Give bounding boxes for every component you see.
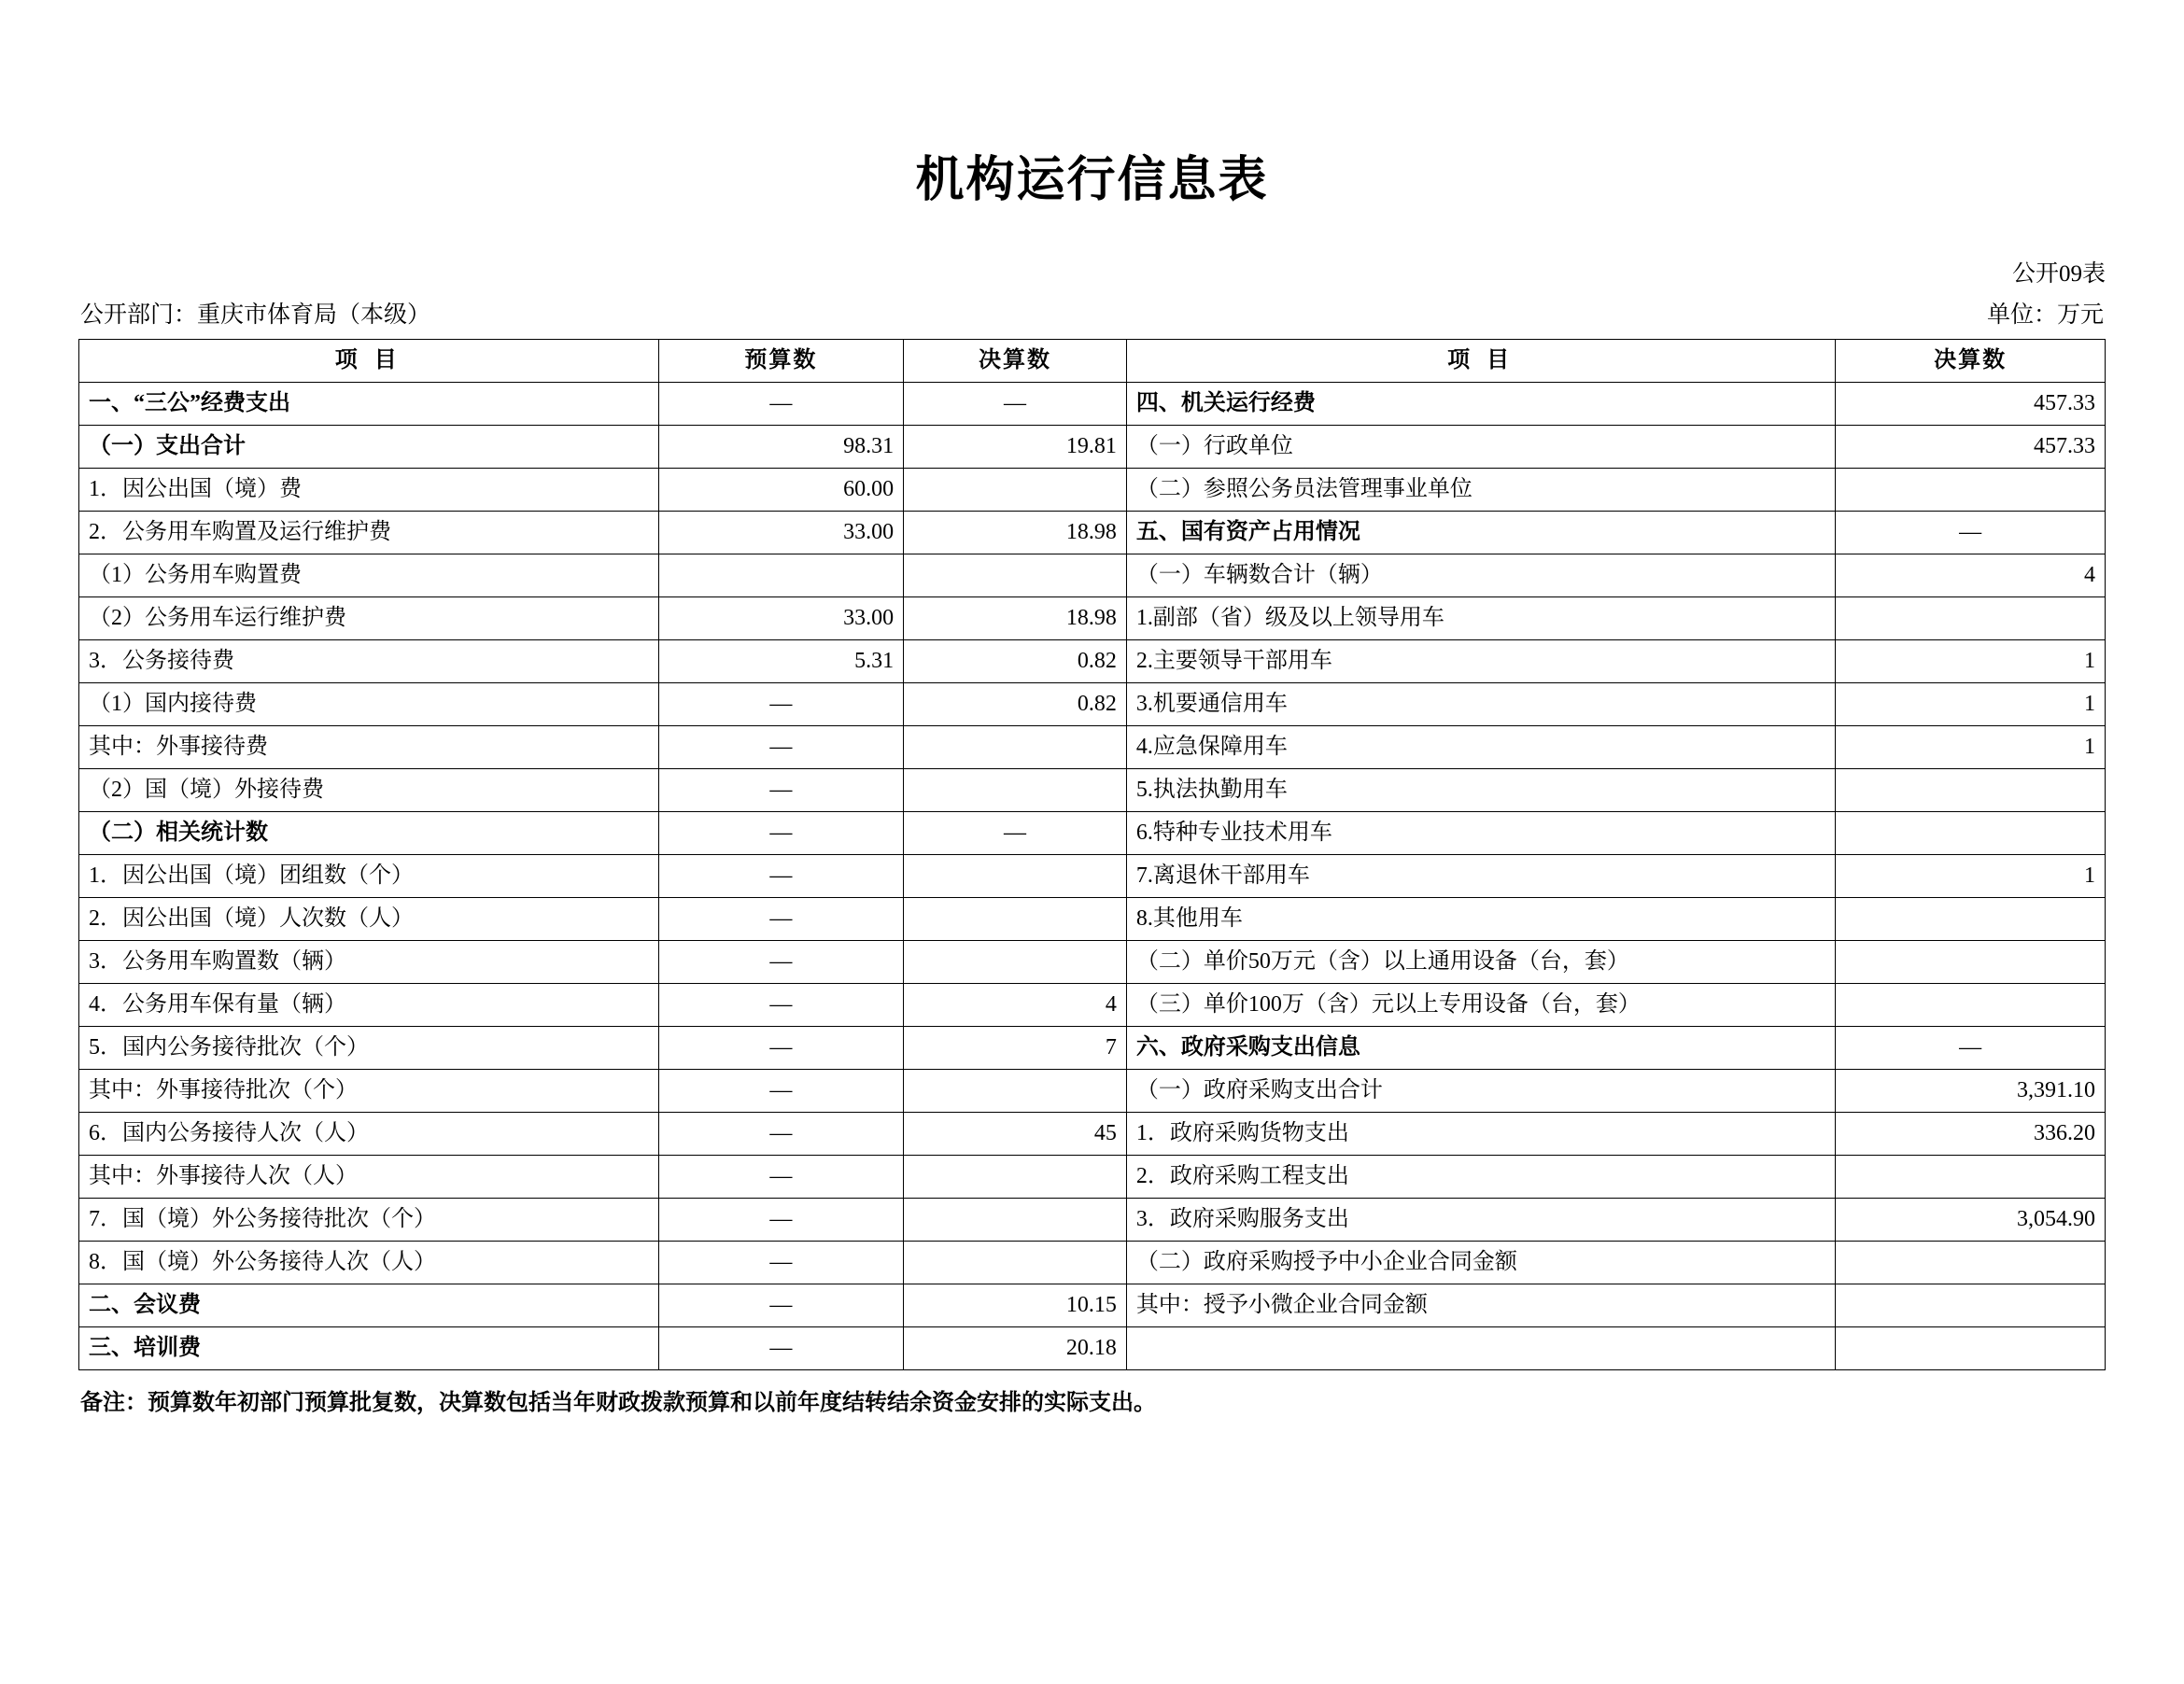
left-budget-value: 60.00 — [658, 469, 904, 512]
left-budget-value: — — [658, 769, 904, 812]
right-final-value — [1836, 812, 2106, 855]
right-item-label: 3．政府采购服务支出 — [1126, 1199, 1836, 1242]
left-final-value: — — [904, 812, 1127, 855]
table-row — [79, 1027, 2106, 1070]
left-budget-value: 98.31 — [658, 426, 904, 469]
left-final-value — [904, 1199, 1127, 1242]
left-budget-value: — — [658, 898, 904, 941]
right-final-value — [1836, 769, 2106, 812]
right-item-label: （一）车辆数合计（辆） — [1126, 554, 1836, 597]
right-item-label: （三）单价100万（含）元以上专用设备（台，套） — [1126, 984, 1836, 1027]
right-item-label: （一）行政单位 — [1126, 426, 1836, 469]
left-item-label: 4．公务用车保有量（辆） — [79, 984, 659, 1027]
left-final-value: 0.82 — [904, 640, 1127, 683]
document-page — [0, 140, 2184, 1684]
right-item-label: 1．政府采购货物支出 — [1126, 1113, 1836, 1156]
left-budget-value: — — [658, 1156, 904, 1199]
left-final-value — [904, 769, 1127, 812]
left-item-label: 其中：外事接待人次（人） — [79, 1156, 659, 1199]
right-final-value: 457.33 — [1836, 383, 2106, 426]
left-final-value — [904, 554, 1127, 597]
left-item-label: （二）相关统计数 — [79, 812, 659, 855]
left-budget-value: — — [658, 1327, 904, 1370]
left-final-value: 19.81 — [904, 426, 1127, 469]
left-item-label: 7．国（境）外公务接待批次（个） — [79, 1199, 659, 1242]
left-item-label: 2．因公出国（境）人次数（人） — [79, 898, 659, 941]
header-final: 决算数 — [904, 340, 1127, 383]
right-final-value — [1836, 984, 2106, 1027]
left-final-value: 4 — [904, 984, 1127, 1027]
right-final-value: 457.33 — [1836, 426, 2106, 469]
left-budget-value: — — [658, 1284, 904, 1327]
left-final-value — [904, 898, 1127, 941]
left-item-label: 三、培训费 — [79, 1327, 659, 1370]
left-final-value — [904, 941, 1127, 984]
table-row — [79, 941, 2106, 984]
right-final-value: 1 — [1836, 726, 2106, 769]
table-row — [79, 726, 2106, 769]
right-final-value — [1836, 1242, 2106, 1284]
left-budget-value — [658, 554, 904, 597]
left-final-value — [904, 1156, 1127, 1199]
left-budget-value: — — [658, 1199, 904, 1242]
left-final-value: 18.98 — [904, 512, 1127, 554]
table-row — [79, 426, 2106, 469]
left-item-label: 3．公务接待费 — [79, 640, 659, 683]
left-final-value — [904, 726, 1127, 769]
right-final-value — [1836, 1156, 2106, 1199]
left-budget-value: — — [658, 855, 904, 898]
left-budget-value: — — [658, 812, 904, 855]
left-budget-value: 5.31 — [658, 640, 904, 683]
right-item-label: 4.应急保障用车 — [1126, 726, 1836, 769]
right-final-value: — — [1836, 1027, 2106, 1070]
left-final-value — [904, 469, 1127, 512]
left-final-value: 10.15 — [904, 1284, 1127, 1327]
department-label: 公开部门：重庆市体育局（本级） — [80, 302, 431, 328]
right-final-value: 3,054.90 — [1836, 1199, 2106, 1242]
right-item-label: 其中：授予小微企业合同金额 — [1126, 1284, 1836, 1327]
left-item-label: 一、“三公”经费支出 — [79, 383, 659, 426]
right-final-value: 3,391.10 — [1836, 1070, 2106, 1113]
left-budget-value: 33.00 — [658, 597, 904, 640]
left-final-value — [904, 855, 1127, 898]
header-budget: 预算数 — [658, 340, 904, 383]
left-budget-value: 33.00 — [658, 512, 904, 554]
page-title: 机构运行信息表 — [915, 153, 1269, 207]
right-item-label: 5.执法执勤用车 — [1126, 769, 1836, 812]
right-item-label: 3.机要通信用车 — [1126, 683, 1836, 726]
left-budget-value: — — [658, 1113, 904, 1156]
right-final-value — [1836, 597, 2106, 640]
right-item-label: 6.特种专业技术用车 — [1126, 812, 1836, 855]
header-right-item: 项 目 — [1126, 340, 1836, 383]
table-row — [79, 1284, 2106, 1327]
left-final-value: 20.18 — [904, 1327, 1127, 1370]
left-item-label: 5．国内公务接待批次（个） — [79, 1027, 659, 1070]
table-row — [79, 469, 2106, 512]
table-row — [79, 640, 2106, 683]
right-item-label — [1126, 1327, 1836, 1370]
table-body — [79, 383, 2106, 1370]
right-final-value — [1836, 1284, 2106, 1327]
left-final-value: 18.98 — [904, 597, 1127, 640]
left-final-value — [904, 1242, 1127, 1284]
table-note: 备注：预算数年初部门预算批复数，决算数包括当年财政拨款预算和以前年度结转结余资金安排的实际支出。 — [80, 1391, 1156, 1415]
left-budget-value: — — [658, 1242, 904, 1284]
right-final-value: 1 — [1836, 855, 2106, 898]
right-final-value — [1836, 898, 2106, 941]
right-final-value: — — [1836, 512, 2106, 554]
right-item-label: （二）单价50万元（含）以上通用设备（台，套） — [1126, 941, 1836, 984]
right-item-label: 2．政府采购工程支出 — [1126, 1156, 1836, 1199]
right-item-label: （一）政府采购支出合计 — [1126, 1070, 1836, 1113]
meta-row — [78, 296, 2106, 330]
right-final-value: 4 — [1836, 554, 2106, 597]
header-left-item: 项 目 — [79, 340, 659, 383]
table-row — [79, 597, 2106, 640]
left-final-value: 7 — [904, 1027, 1127, 1070]
right-final-value: 1 — [1836, 683, 2106, 726]
left-item-label: 其中：外事接待费 — [79, 726, 659, 769]
right-item-label: 四、机关运行经费 — [1126, 383, 1836, 426]
right-item-label: （二）参照公务员法管理事业单位 — [1126, 469, 1836, 512]
left-item-label: （2）国（境）外接待费 — [79, 769, 659, 812]
table-row — [79, 1156, 2106, 1199]
left-final-value — [904, 1070, 1127, 1113]
right-item-label: 六、政府采购支出信息 — [1126, 1027, 1836, 1070]
left-item-label: 8．国（境）外公务接待人次（人） — [79, 1242, 659, 1284]
left-item-label: （1）国内接待费 — [79, 683, 659, 726]
table-row — [79, 554, 2106, 597]
left-item-label: 6．国内公务接待人次（人） — [79, 1113, 659, 1156]
left-budget-value: — — [658, 683, 904, 726]
left-item-label: （一）支出合计 — [79, 426, 659, 469]
left-item-label: 二、会议费 — [79, 1284, 659, 1327]
left-budget-value: — — [658, 1070, 904, 1113]
left-final-value: — — [904, 383, 1127, 426]
table-row — [79, 383, 2106, 426]
left-item-label: （1）公务用车购置费 — [79, 554, 659, 597]
table-row — [79, 984, 2106, 1027]
right-item-label: 2.主要领导干部用车 — [1126, 640, 1836, 683]
right-final-value — [1836, 941, 2106, 984]
left-item-label: 2．公务用车购置及运行维护费 — [79, 512, 659, 554]
table-row — [79, 769, 2106, 812]
table-row — [79, 512, 2106, 554]
table-row — [79, 1199, 2106, 1242]
right-final-value — [1836, 469, 2106, 512]
left-final-value: 0.82 — [904, 683, 1127, 726]
table-row — [79, 1327, 2106, 1370]
table-row — [79, 855, 2106, 898]
left-budget-value: — — [658, 726, 904, 769]
left-final-value: 45 — [904, 1113, 1127, 1156]
table-header-row — [79, 340, 2106, 383]
right-final-value: 1 — [1836, 640, 2106, 683]
left-item-label: 其中：外事接待批次（个） — [79, 1070, 659, 1113]
right-item-label: 1.副部（省）级及以上领导用车 — [1126, 597, 1836, 640]
left-budget-value: — — [658, 984, 904, 1027]
unit-label: 单位：万元 — [1986, 302, 2104, 328]
left-budget-value: — — [658, 941, 904, 984]
institution-operation-table — [78, 339, 2106, 1370]
right-item-label: 8.其他用车 — [1126, 898, 1836, 941]
right-item-label: 7.离退休干部用车 — [1126, 855, 1836, 898]
table-row — [79, 898, 2106, 941]
table-row — [79, 812, 2106, 855]
table-row — [79, 1070, 2106, 1113]
left-item-label: 3．公务用车购置数（辆） — [79, 941, 659, 984]
left-item-label: 1．因公出国（境）团组数（个） — [79, 855, 659, 898]
header-right-final: 决算数 — [1836, 340, 2106, 383]
table-row — [79, 1113, 2106, 1156]
left-item-label: （2）公务用车运行维护费 — [79, 597, 659, 640]
form-code: 公开09表 — [2011, 261, 2106, 287]
right-final-value: 336.20 — [1836, 1113, 2106, 1156]
left-budget-value: — — [658, 1027, 904, 1070]
table-row — [79, 1242, 2106, 1284]
right-final-value — [1836, 1327, 2106, 1370]
right-item-label: （二）政府采购授予中小企业合同金额 — [1126, 1242, 1836, 1284]
left-item-label: 1．因公出国（境）费 — [79, 469, 659, 512]
left-budget-value: — — [658, 383, 904, 426]
right-item-label: 五、国有资产占用情况 — [1126, 512, 1836, 554]
table-row — [79, 683, 2106, 726]
